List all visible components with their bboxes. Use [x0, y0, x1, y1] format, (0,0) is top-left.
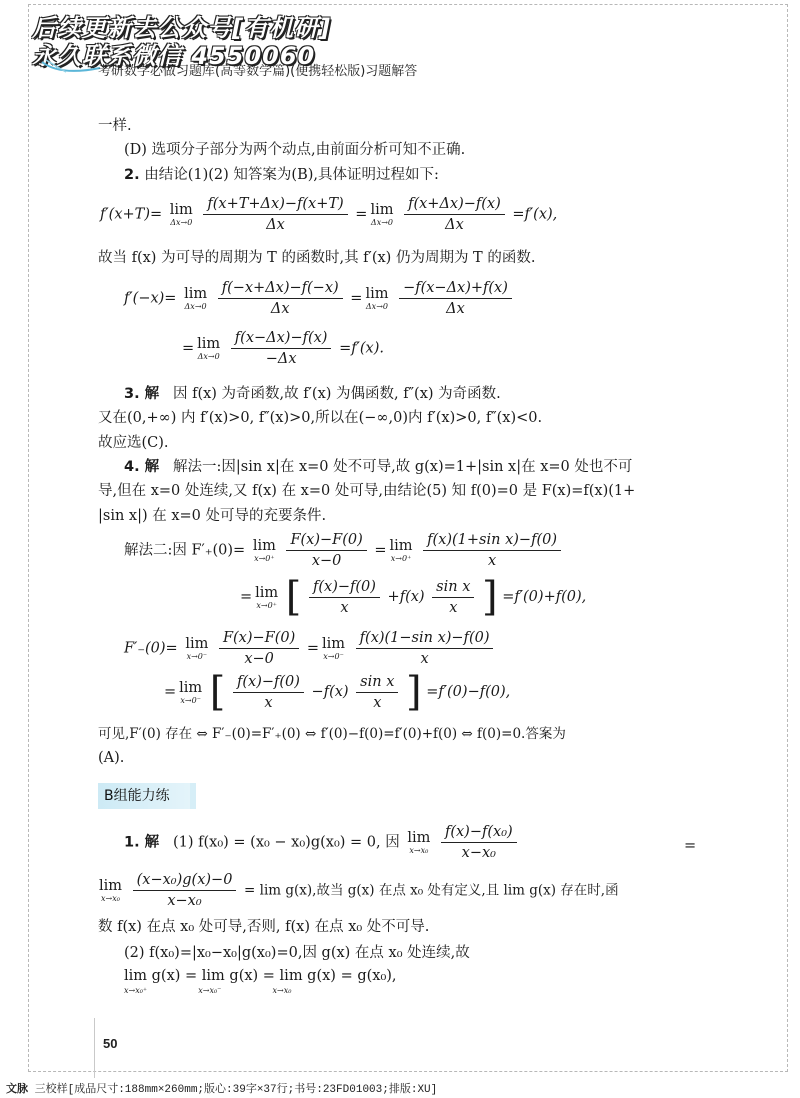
text-line: (2) f(x₀)=|x₀−x₀|g(x₀)=0,因 g(x) 在点 x₀ 处连续,故 [124, 945, 470, 961]
numerator: (x−x₀)g(x)−0 [133, 872, 237, 891]
equation-rhs: =f′(0)−f(0), [426, 684, 511, 700]
fraction [219, 630, 299, 667]
equation-continuation: = lim x→0⁻ [ $\frac{f(x)-f(0)}{x}$ −f(x) $\frac{\text{sin x}}{x}$ ] =f′(0)−f(0), [164, 669, 511, 715]
equation-derivative-odd: f′(−x)= lim Δx→0 $\frac{f(-x+\Delta x)-f(-x)}{\Delta x}$ = lim Δx→0 $\frac{-f(x-\Delta x)+f(x)}{\Delta x}$ [124, 280, 515, 317]
denominator: x [487, 553, 497, 569]
text-line: 数 f(x) 在点 x₀ 处可导,否则, f(x) 在点 x₀ 处不可导. [98, 919, 430, 935]
watermark-line-1: 后续更新去公众号[有机研] [32, 14, 331, 42]
fraction [286, 532, 366, 569]
equation-lhs: 解法二:因 F′₊(0)= [124, 542, 246, 559]
equation-continuation: = lim x→0⁺ [ $\frac{f(x)-f(0)}{x}$ +f(x) $\frac{\text{sin x}}{x}$ ] =f′(0)+f(0), [240, 574, 587, 620]
page-number: 50 [103, 1036, 118, 1051]
equation-lhs: F′₋(0)= [124, 640, 178, 657]
lim-text: lim [255, 584, 279, 601]
denominator: Δx [446, 301, 465, 317]
limit-subscripts [124, 986, 291, 996]
lim-text: lim [99, 878, 123, 894]
limit-operator [365, 286, 388, 311]
margin-rule [94, 1018, 95, 1078]
fraction [203, 196, 347, 233]
limit-operator [370, 202, 393, 227]
numerator: −f(x−Δx)+f(x) [399, 280, 512, 299]
text-span: = lim g(x),故当 g(x) 在点 x₀ 处有定义,且 lim g(x) 存在时,函 [244, 882, 619, 899]
right-bracket: ] [406, 669, 422, 715]
text-span: (1) f(x₀) = (x₀ − x₀)g(x₀) = 0, 因 [172, 834, 400, 851]
denominator: x−0 [244, 651, 274, 667]
equation-rhs: =f′(0)+f(0), [502, 589, 587, 605]
text-line: |sin x|) 在 x=0 处可导的充要条件. [98, 508, 327, 524]
limit-operator [170, 202, 193, 227]
lim-text: lim [407, 830, 431, 846]
equals-sign: = [684, 838, 697, 854]
text-span: 解法一:因|sin x|在 x=0 处不可导,故 g(x)=1+|sin x|在 x=0 处也不可 [172, 459, 633, 475]
fraction [231, 330, 332, 367]
problem-number: 3. 解 [124, 386, 160, 402]
section-tag: B组能力练 [98, 783, 190, 809]
equation-continuation: = lim Δx→0 $\frac{f(x-\Delta x)-f(x)}{-\Delta x}$ =f′(x). [182, 330, 384, 367]
fraction [233, 674, 304, 711]
equation-right-derivative: 解法二:因 F′₊(0)= lim x→0⁺ $\frac{F(x)-F(0)}{x-0}$ = lim x→0⁺ $\frac{\text{f(x)(1+sin x)−f(0)}}{x}$ [124, 532, 564, 569]
lim-text: lim [322, 636, 346, 652]
text-line: lim g(x) = lim g(x) = lim g(x) = g(x₀), [124, 968, 397, 984]
numerator: f(−x+Δx)−f(−x) [218, 280, 343, 299]
text-line [124, 457, 632, 477]
lim-subscript: Δx→0 [184, 302, 207, 311]
book-title: 考研数学必做习题库(高等数学篇)(便携轻松版)习题解答 [98, 64, 418, 79]
footer-label: 文脉 [6, 1082, 28, 1095]
lim-text: lim [185, 636, 209, 652]
lim-subscript: Δx→0 [197, 352, 220, 361]
limit-operator [322, 636, 345, 661]
denominator: x [340, 599, 349, 616]
lim-subscript: x→x₀ [409, 846, 429, 855]
lim-subscript: x→0⁻ [180, 695, 201, 705]
footer-text: 三校样[成品尺寸:188mm×260mm;版心:39字×37行;书号:23FD01003;排版:XU] [34, 1084, 438, 1096]
fraction [133, 872, 237, 909]
denominator: x [373, 694, 382, 711]
lim-subscript: Δx→0 [370, 218, 394, 227]
numerator: f(x)(1+sin x)−f(0) [423, 532, 561, 551]
lim-subscript: x→0⁻ [186, 652, 208, 661]
text-line: 又在(0,+∞) 内 f′(x)>0, f″(x)>0,所以在(−∞,0)内 f′(x)>0, f″(x)<0. [98, 410, 543, 426]
equation-left-derivative: F′₋(0)= lim x→0⁻ $\frac{F(x)-F(0)}{x-0}$ = lim x→0⁻ $\frac{\text{f(x)(1−sin x)−f(0)}}{x}$ [124, 630, 496, 667]
numerator: F(x)−F(0) [219, 630, 299, 649]
lim-subscript: Δx→0 [170, 218, 193, 227]
print-footer [6, 1080, 437, 1096]
text-line [124, 384, 501, 404]
denominator: Δx [270, 301, 290, 317]
text-line: 一样. [98, 118, 132, 134]
denominator: x−x₀ [461, 845, 496, 861]
limit-operator [407, 830, 430, 855]
left-bracket: [ [209, 669, 226, 715]
lim-text: lim [252, 538, 276, 554]
lim-text: lim [389, 538, 413, 554]
lim-subscript: Δx→0 [365, 302, 388, 311]
denominator: x [420, 651, 429, 667]
numerator: f(x−Δx)−f(x) [231, 330, 332, 349]
fraction [218, 280, 343, 317]
equation-term: −f(x) [311, 684, 349, 700]
lim-subscript: x→0⁺ [256, 600, 277, 610]
numerator: F(x)−F(0) [286, 532, 366, 551]
fraction [423, 532, 561, 569]
text-span: 因 f(x) 为奇函数,故 f′(x) 为偶函数, f″(x) 为奇函数. [172, 386, 501, 402]
text-line: (A). [98, 750, 125, 766]
numerator: sin x [356, 674, 398, 693]
numerator: f(x)−f(x₀) [441, 824, 517, 843]
fraction [309, 579, 380, 616]
limit-operator [179, 680, 202, 705]
denominator: x [264, 694, 273, 711]
numerator: f(x)(1−sin x)−f(0) [356, 630, 494, 649]
numerator: sin x [432, 579, 474, 598]
fraction [399, 280, 512, 317]
denominator: x−x₀ [167, 893, 202, 909]
limit-operator [184, 286, 207, 311]
fraction [356, 674, 398, 711]
numerator: f(x)−f(0) [233, 674, 304, 693]
limit-operator [185, 636, 208, 661]
numerator: f(x+T+Δx)−f(x+T) [203, 196, 347, 215]
problem-number: 1. 解 [124, 834, 160, 851]
lim-text: lim [184, 286, 208, 302]
lim-subscript: x→x₀⁻ [198, 986, 222, 995]
text-line: 故应选(C). [98, 435, 169, 451]
text-span: 由结论(1)(2) 知答案为(B),具体证明过程如下: [144, 167, 439, 183]
equation-rhs: =f′(x). [339, 340, 384, 357]
lim-text: lim [365, 286, 389, 302]
lim-subscript: x→0⁺ [390, 554, 412, 563]
limit-operator [390, 538, 413, 563]
lim-text: lim [169, 202, 193, 218]
right-bracket: ] [482, 574, 498, 620]
equation-b1 [124, 824, 520, 861]
equation-lhs: f′(−x)= [124, 290, 177, 307]
text-line: (D) 选项分子部分为两个动点,由前面分析可知不正确. [124, 142, 466, 158]
denominator: −Δx [265, 351, 297, 367]
lim-text: lim [179, 679, 203, 696]
lim-subscript: x→x₀⁺ [124, 986, 148, 995]
text-line [124, 165, 439, 185]
watermark-line-2: 永久联系微信 4550060 [32, 42, 316, 70]
text-line: 导,但在 x=0 处连续,又 f(x) 在 x=0 处可导,由结论(5) 知 f(0)=0 是 F(x)=f(x)(1+ [98, 483, 636, 499]
lim-text: lim [197, 336, 221, 352]
equation-derivative-periodic: f′(x+T)= lim Δx→0 $\frac{f(x+T+\Delta x)-f(x+T)}{\Delta x}$ = lim Δx→0 $\frac{f(x+\Delta x)-f(x)}{\Delta x}$ =f′(x), [100, 196, 558, 233]
equation-rhs: =f′(x), [512, 206, 558, 223]
text-line: 故当 f(x) 为可导的周期为 T 的函数时,其 f′(x) 仍为周期为 T 的函数. [98, 250, 536, 266]
fraction [404, 196, 505, 233]
lim-subscript: x→x₀ [272, 986, 292, 995]
denominator: Δx [266, 217, 285, 233]
denominator: Δx [445, 217, 464, 233]
fraction [356, 630, 494, 667]
lim-text: lim [370, 202, 394, 218]
lim-subscript: x→0⁺ [254, 554, 275, 563]
fraction [441, 824, 517, 861]
denominator: x−0 [311, 553, 342, 569]
equation-b1-cont [96, 872, 619, 909]
lim-subscript: x→x₀ [101, 894, 120, 903]
limit-operator [197, 336, 220, 361]
denominator: x [449, 599, 458, 616]
left-bracket: [ [285, 574, 302, 620]
equation-lhs: f′(x+T)= [100, 206, 163, 223]
problem-number: 4. 解 [124, 459, 160, 475]
problem-number: 2. [124, 167, 140, 183]
limit-operator [255, 585, 278, 610]
limit-operator [99, 878, 122, 903]
numerator: f(x+Δx)−f(x) [404, 196, 505, 215]
limit-operator [253, 538, 276, 563]
fraction [432, 579, 474, 616]
text-line: 可见,F′(0) 存在 ⇔ F′₋(0)=F′₊(0) ⇔ f′(0)−f(0)=f′(0)+f(0) ⇔ f(0)=0.答案为 [98, 726, 566, 742]
lim-subscript: x→0⁻ [323, 652, 344, 661]
equation-term: +f(x) [387, 589, 425, 605]
numerator: f(x)−f(0) [309, 579, 380, 598]
